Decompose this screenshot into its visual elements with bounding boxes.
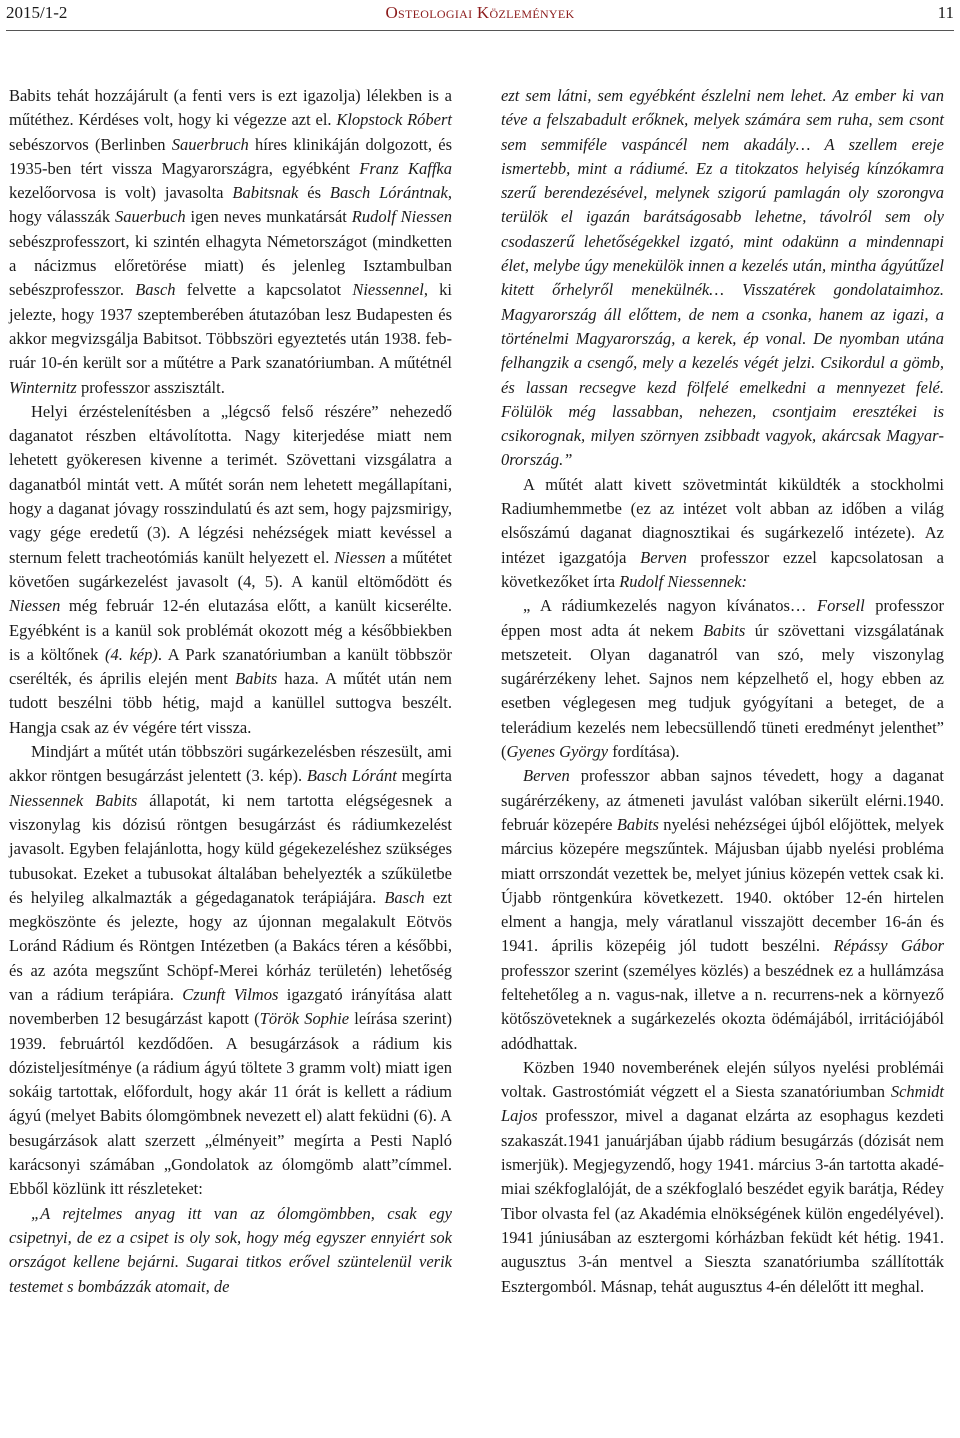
paragraph: Babits tehát hozzájárult (a fenti vers is ezt igazolja) lélekben is a műtéthez. Kérdéses volt, hogy ki végezze azt el. Klopstock Róbert sebészorvos (Berlinben Sauerbruch híres klinikáján dolgozott, és 1935-ben tért vissza Magyarországra, egyébként Franz Kaffka kezelőorvosa is volt) javasolta Babitsnak és Basch Lórántnak, hogy válasszák Sauerbuch igen neves munkatársát Rudolf Niessen sebészprofesszort, ki szintén elhagyta Németországot (mindketten a nácizmus előretörése miatt) és jelenleg Isztambulban sebészprofesszor. Basch felvette a kapcsolatot Niessennel, ki jelezte, hogy 1937 szeptemberében átutazóban lesz Budapesten és akkor megvizsgálja Babitsot. Többszöri egyeztetés után 1938. február 10-én került sor a műtétre a Park szanatóriumban. A műtétnél Winternitz professzor asszisztált. [9,86,452,397]
italic-name: Klopstock Róbert [336,110,452,130]
italic-name: Babits [703,620,746,640]
poem-excerpt-continued: ezt sem látni, sem egyébként észlelni nem lehet. Az ember ki van téve a felszabadult erőknek, melyek számára sem ruha, sem csont sem semmiféle vaspáncél nem akadály… A szellem ereje ismertebb, mint a rádiumé. Ez a titokzatos helyiség kínzókamra szerű berendezésével, melynek szigorú pamlagán oly szorongva terülök el igazán barátságosabb lehetne, távolról sem oly csodaszerű lehetőségekkel izgató, mint odakünn a mindennapi élet, melybe úgy menekülök innen a kezelés után, mintha ágyútűzel kitett őrhelyről menekülnék… Visszatérek gondolataimhoz. Magyarország áll előttem, de nem a csonka, hanem az igazi, a történelmi Magyarország, a kerek, ép vonal. De nyomban utána felhangzik a csengő, mely a kezelés végét jelzi. Csikordul a gömb, és lassan recsegve kezd fölfelé emelkedni a mennyezet felé. Fölülök még lassabban, nehezen, csontjaim eresztékei is csikorognak, milyen szörnyen zsibbadt vagyok, akárcsak Magyar0rország.” [501,86,944,470]
italic-name: Basch [384,887,425,907]
italic-name: Török Sophie [259,1009,350,1029]
page-number: 11 [937,3,954,22]
italic-name: Basch Lórántnak [329,183,448,203]
italic-name: Berven [640,547,687,567]
italic-name: Rudolf Niessennek: [619,571,748,591]
italic-name: Gyenes György [506,742,609,762]
journal-title: Osteologiai Közlemények [385,3,575,22]
poem-excerpt: „A rejtelmes anyag itt van az ólomgömbben, csak egy csipetnyi, de ez a csipet is oly sok, hogy még egyszer ennyiért sok országot kellene bejárni. Sugarai titkos erővel szüntelenül verik testemet s bombázzák atomait, de [9,1203,452,1296]
italic-name: Franz Kaffka [359,158,452,178]
italic-name: Rudolf Niessen [351,207,452,227]
paragraph: Berven professzor abban sajnos tévedett, hogy a daganat sugárérzékeny, az átmeneti javulást valóban sikerült elérni.1940. február közepére Babits nyelési nehézségei újból előjöttek, melyek március közepére megszűntek. Májusban újabb nyelési probléma miatt orrszondát vezettek be, melyet június közepén vettek csak ki. Újabb röntgenkúra következett. 1940. október 12-én hirtelen elment a hangja, mely váratlanul visszajött december 16-án és 1941. április közepéig jól tudott beszélni. Répássy Gábor professzor szerint (személyes közlés) a beszédnek ez a hullámzása feltehetőleg a n. vagus-nak, illetve a n. recurrens-nek a környező kötőszöveteknek a sugárkezelés okozta ödémájából, irritációjából adódhattak. [501,766,945,1053]
italic-name: Babits [616,814,659,834]
paragraph: Közben 1940 novemberének elején súlyos nyelési problémái voltak. Gastrostómiát végzett el a Siesta szanatóriumban Schmidt Lajos professzor, mivel a daganat elzárta az esophagus kezdeti szakaszát.1941 januárjában újabb rádium besugárzás (dózisát nem ismerjük). Megjegyzendő, hogy 1941. március 3-án tartotta akadémiai székfoglalóját, de a székfoglaló beszédet egyik barátja, Rédey Tibor olvasta fel (az Akadémia elnökségének külön engedélyével). 1941 júniusában az esztergomi kórházban feküdt két hétig. 1941. augusztus 3-án mentvel a Sieszta szanatóriumba szállították Esztergomból. Másnap, tehát augusztus 4-én délelőtt itt meghal. [501,1057,944,1296]
italic-name: Basch Lóránt [306,766,397,786]
italic-name: Basch [135,280,176,300]
left-column [9,84,452,1299]
italic-name: Niessen [334,547,386,567]
italic-name: Sauerbuch [115,207,186,227]
italic-name: Niessennek Babits [9,790,138,810]
issue-number: 2015/1-2 [6,3,68,22]
running-header [6,0,954,31]
italic-name: Babitsnak [232,183,299,203]
paragraph: Helyi érzéstelenítésben a „légcső felső részére” nehezedő daganatot részben eltávolította. Nagy kiterjedése miatt nem lehetett gyökeresen kivenne a terimét. Szövettani vizsgálatra a daganatból mintát vett. A műtét során nem lehetett megállapítani, hogy a daganat jóvagy rosszindulatú és azt sem, hogy pajzsmirigy, vagy gége eredetű (3). A légzési nehézségek miatt kevéssel a sternum felett tracheotómiás kanült helyezett el. Niessen a műtétet követően sugárkezelést javasolt (4, 5). A kanül eltömődött és Niessen még február 12-én elutazása előtt, a kanült kicserélte. Egyébként is a kanül sok problémát okozott még a későbbiekben is a költőnek (4. kép). A Park szanatóriumban a kanült többször cserélték, és április elején ment Babits haza. A műtét után nem tudott beszélni több hétig, majd a kanüllel suttogva beszélt. Hangja csak az év végére tért vissza. [9,401,453,737]
italic-name: Schmidt Lajos [501,1082,944,1126]
italic-name: Winternitz [9,377,77,397]
right-column [501,84,944,1299]
italic-name: Niessennel [352,280,424,300]
paragraph: Mindjárt a műtét után többszöri sugárkezelésben részesült, ami akkor röntgen besugárzást jelentett (3. kép). Basch Lóránt megírta Niessennek Babits állapotát, ki nem tartotta elégségesnek a viszonylag kis dózisú röntgen besugárzást és rádiumkezelést javasolt. Egyben felajánlotta, hogy küld gégekezeléshez szükséges tubusokat. Ezeket a tubusokat általában behelyezték a szűkületbe és helyileg alkalmazták a gégedaganatok terápiájára. Basch ezt megköszönte és jelezte, hogy az újonnan megalakult Eötvös Loránd Rádium és Röntgen Intézetben (a Bakács téren a későbbi, és az azóta megszűnt Schöpf-Merei kórház területén) lehetőség van a rádium terápiára. Czunft Vilmos igazgató irányítása alatt novemberben 12 besugárzást kapott (Török Sophie leírása szerint) 1939. februártól kezdődően. A besugárzások a rádium kis dózisteljesítménye (a rádium ágyú töltete 3 gramm volt) miatt igen sokáig tartottak, előfordult, hogy akár 11 órát is kellett a rádium ágyú (melyet Babits ólomgömbnek nevezett el) alatt feküdni (6). A besugárzások alatt szerzett „élményeit” megírta a Pesti Napló karácsonyi számában „Gondolatok az ólomgömb alatt”címmel. Ebből közlünk itt részleteket: [9,742,453,1199]
italic-name: (4. kép) [104,644,158,664]
italic-name: Berven [523,766,570,786]
italic-name: Czunft Vilmos [182,984,279,1004]
paragraph: A műtét alatt kivett szövetmintát kiküldték a stockholmi Radiumhemmetbe (ez az intézet volt abban az időben a világ elsőszámú daganat diagnosztikai és sugárkezelő intézete). Az intézet igazgatója Berven professzor ezzel kapcsolatosan a következőket írta Rudolf Niessennek: [501,474,944,591]
italic-name: Forsell [817,596,865,616]
letter-quote: „ A rádiumkezelés nagyon kívánatos… Forsell professzor éppen most adta át nekem Babits úr szövettani vizsgálatának metszeteit. Olyan daganatról van szó, mely viszonylag sugárérzékeny lehet. Sajnos nem képzelhető el, hogy ebben az esetben véglegesen meg tudjuk gyógyítani a beteget, de a telerádium kezelés nem lebecsüllendő tüneti eredményt jelenthet” (Gyenes György fordítása). [501,596,945,762]
italic-name: Répássy Gábor [833,936,945,956]
italic-name: Sauerbruch [171,134,249,154]
italic-name: Babits [235,669,278,689]
italic-name: Niessen [9,596,61,616]
